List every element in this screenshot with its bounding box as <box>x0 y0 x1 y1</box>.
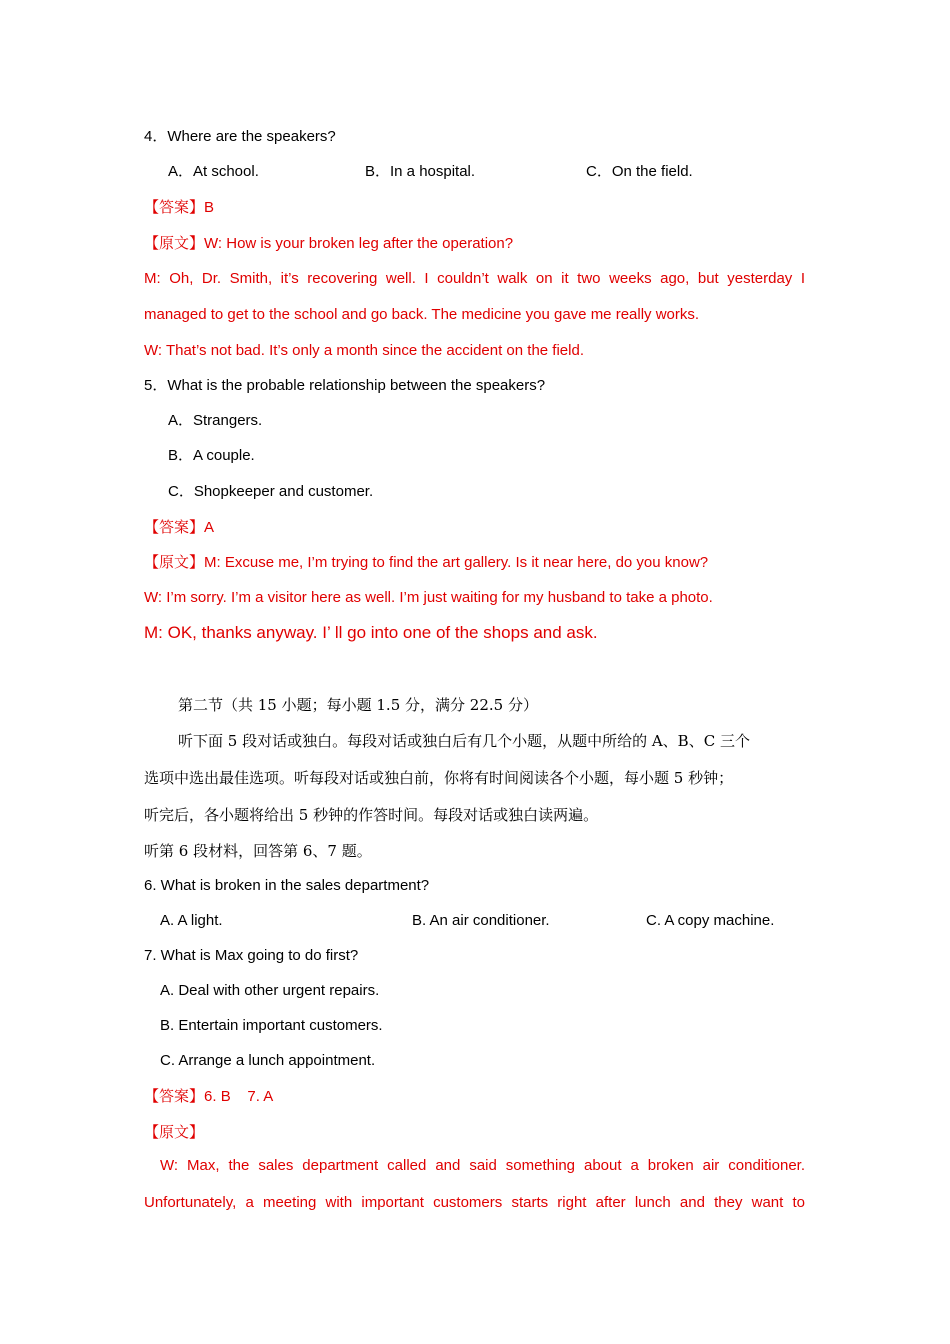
q6-option-b: B. An air conditioner. <box>412 912 550 929</box>
q67-answer <box>144 1086 273 1107</box>
section-instruction: 选项中选出最佳选项。听每段对话或独白前，你将有时间阅读各个小题，每小题 5 秒钟； <box>144 769 734 787</box>
q5-option-b: B．A couple. <box>168 447 255 464</box>
answer-tag: 【答案】 <box>144 518 205 536</box>
q5-script-line: W: I’m sorry. I’m a visitor here as well. I’m just waiting for my husband to take a photo. <box>144 589 713 606</box>
q4-option-a: A．At school. <box>168 163 259 180</box>
script-tag: 【原文】 <box>144 234 205 252</box>
q4-option-b: B．In a hospital. <box>365 163 476 180</box>
q4-answer <box>144 197 214 218</box>
q5-answer <box>144 517 214 538</box>
q4-script-line: managed to get to the school and go back. The medicine you gave me really works. <box>144 306 700 323</box>
q7-option-b: B. Entertain important customers. <box>160 1017 383 1034</box>
q4-option-c: C．On the field. <box>586 163 693 180</box>
q4-question: 4．Where are the speakers? <box>144 128 336 145</box>
q5-question: 5．What is the probable relationship between the speakers? <box>144 377 546 394</box>
material-intro: 听第 6 段材料，回答第 6、7 题。 <box>144 842 372 860</box>
section-heading: 第二节（共 15 小题；每小题 1.5 分，满分 22.5 分） <box>178 696 538 714</box>
answer-value: B <box>204 199 215 216</box>
answer-value: 6. B 7. A <box>204 1088 274 1105</box>
q6-option-c: C. A copy machine. <box>646 912 775 929</box>
q5-script-line: M: OK, thanks anyway. I’ ll go into one of the shops and ask. <box>144 623 598 642</box>
answer-tag: 【答案】 <box>144 198 205 216</box>
section-instruction: 听下面 5 段对话或独白。每段对话或独白后有几个小题，从题中所给的 A、B、C 三个 <box>178 732 750 750</box>
q5-option-a: A．Strangers. <box>168 412 263 429</box>
q4-script-line: M: Oh, Dr. Smith, it’s recovering well. I couldn’t walk on it two weeks ago, but yesterday I <box>144 270 805 287</box>
q6-option-a: A. A light. <box>160 912 223 929</box>
q7-option-c: C. Arrange a lunch appointment. <box>160 1052 376 1069</box>
answer-value: A <box>204 519 215 536</box>
q4-script-line: W: That’s not bad. It’s only a month since the accident on the field. <box>144 342 584 359</box>
q67-script-line: Unfortunately, a meeting with important customers starts right after lunch and they want to <box>144 1194 805 1211</box>
q5-option-c: C．Shopkeeper and customer. <box>168 483 374 500</box>
section-instruction: 听完后，各小题将给出 5 秒钟的作答时间。每段对话或独白读两遍。 <box>144 806 599 824</box>
answer-tag: 【答案】 <box>144 1087 205 1105</box>
q67-script-tag: 【原文】 <box>144 1123 205 1141</box>
q7-question: 7. What is Max going to do first? <box>144 947 359 964</box>
q4-script-line <box>144 233 513 254</box>
q6-question: 6. What is broken in the sales department? <box>144 877 430 894</box>
q67-script-line: W: Max, the sales department called and said something about a broken air conditioner. <box>160 1157 805 1174</box>
script-tag: 【原文】 <box>144 553 205 571</box>
q5-script-line <box>144 552 708 573</box>
script-text: M: Excuse me, I’m trying to find the art gallery. Is it near here, do you know? <box>204 554 709 571</box>
script-text: W: How is your broken leg after the operation? <box>204 235 514 252</box>
q7-option-a: A. Deal with other urgent repairs. <box>160 982 380 999</box>
